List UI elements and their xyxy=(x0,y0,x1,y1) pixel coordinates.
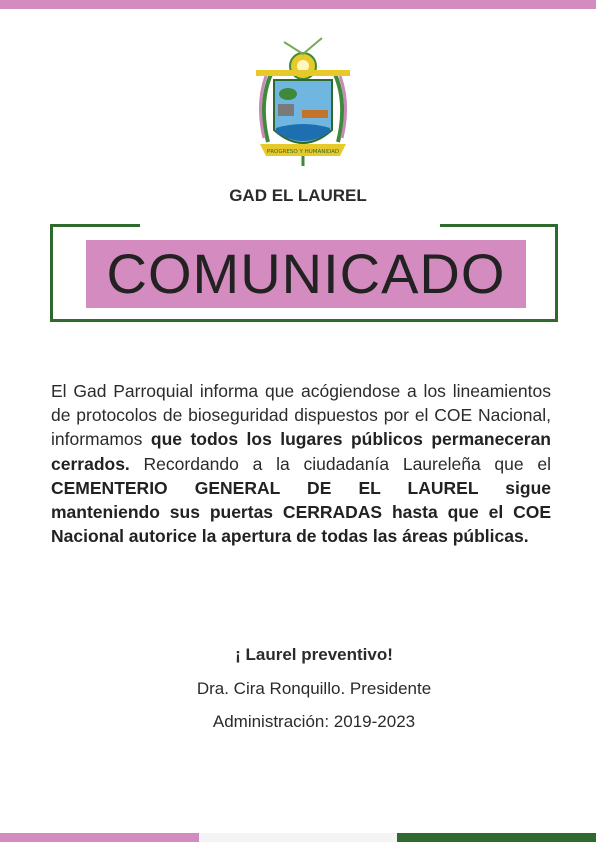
bottom-accent-bars xyxy=(0,833,596,842)
announcement-body xyxy=(51,379,551,548)
parish-coat-of-arms-logo xyxy=(250,32,356,168)
banner-title: COMUNICADO xyxy=(86,240,526,308)
closing-slogan: ¡ Laurel preventivo! xyxy=(235,645,393,664)
logo-motto: PROGRESO Y HUMANIDAD xyxy=(266,149,340,155)
signatory: Dra. Cira Ronquillo. Presidente xyxy=(196,679,432,698)
body-bold-1: que todos los lugares públicos permaneceran cerrados. xyxy=(51,429,551,474)
top-accent-bar xyxy=(0,0,596,9)
body-bold-2: CEMENTERIO GENERAL DE EL LAUREL sigue manteniendo sus puertas CERRADAS hasta que el COE Nacional autorice la apertura de todas las áreas públicas. xyxy=(51,477,551,547)
organization-name: GAD EL LAUREL xyxy=(229,186,367,205)
body-text-1: El Gad Parroquial informa que acógiendose a los lineamientos de protocolos de bioseguridad dispuestos por el COE Nacional, informamos xyxy=(51,381,551,450)
body-text-2: Recordando a la ciudadanía Laureleña que el xyxy=(129,453,551,474)
administration-period: Administración: 2019-2023 xyxy=(212,712,416,731)
